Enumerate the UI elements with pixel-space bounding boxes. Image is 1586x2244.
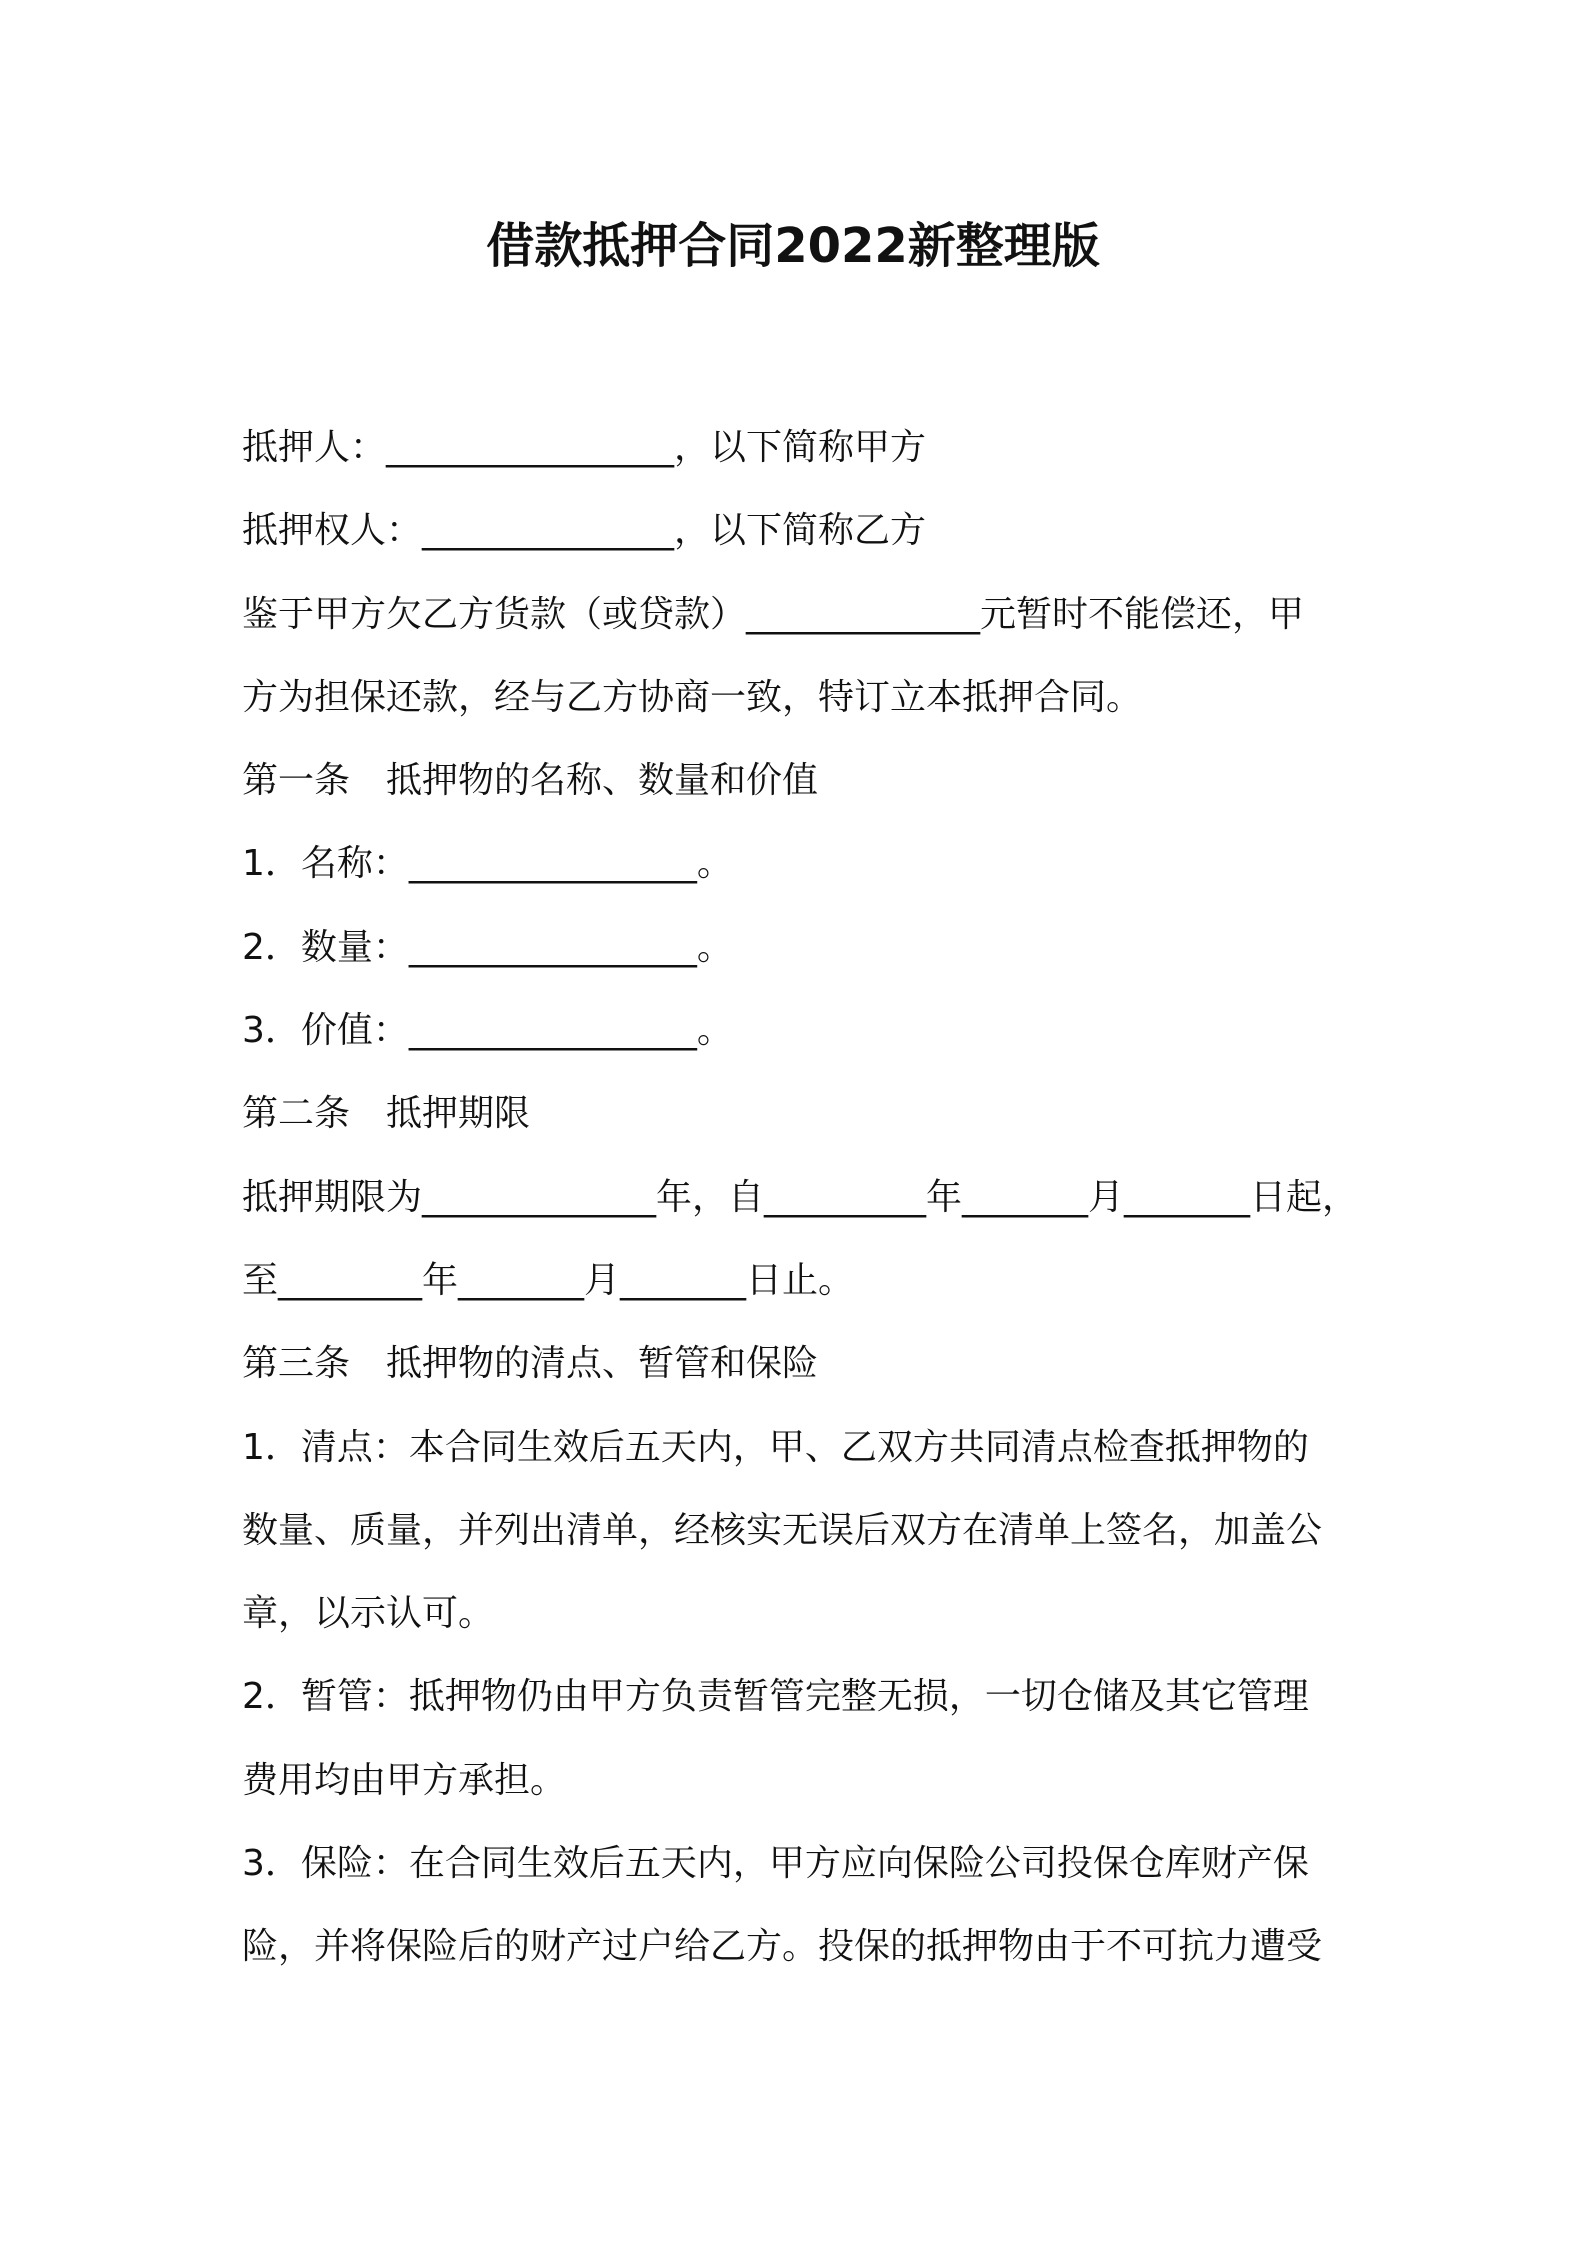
insurance-line-2: 险，并将保险后的财产过户给乙方。投保的抵押物由于不可抗力遭受 (242, 1926, 1323, 1968)
insurance-line-1: 3．保险：在合同生效后五天内，甲方应向保险公司投保仓库财产保 (242, 1843, 1309, 1885)
article-1-heading: 第一条 抵押物的名称、数量和价值 (242, 760, 819, 802)
party-a-line: 抵押人：________________，以下简称甲方 (242, 427, 927, 468)
party-b-line: 抵押权人：______________，以下简称乙方 (242, 510, 927, 552)
inventory-line-1: 1．清点：本合同生效后五天内，甲、乙双方共同清点检查抵押物的 (242, 1426, 1309, 1468)
preamble-line-1: 鉴于甲方欠乙方货款（或贷款）_____________元暂时不能偿还，甲 (242, 593, 1305, 635)
document-title: 借款抵押合同2022新整理版 (486, 218, 1100, 274)
item-quantity-line: 2．数量：________________。 (242, 926, 733, 968)
preamble-line-2: 方为担保还款，经与乙方协商一致，特订立本抵押合同。 (242, 676, 1143, 718)
inventory-line-3: 章，以示认可。 (242, 1593, 495, 1635)
article-3-heading: 第三条 抵押物的清点、暂管和保险 (242, 1343, 819, 1385)
term-line-1: 抵押期限为_____________年，自_________年_______月_______日起， (242, 1176, 1359, 1218)
article-2-heading: 第二条 抵押期限 (242, 1093, 531, 1135)
inventory-line-2: 数量、质量，并列出清单，经核实无误后双方在清单上签名，加盖公 (242, 1509, 1323, 1551)
item-name-line: 1．名称：________________。 (242, 843, 733, 885)
term-line-2: 至________年_______月_______日止。 (242, 1259, 855, 1301)
document-body (242, 406, 1382, 1989)
item-value-line: 3．价值：________________。 (242, 1010, 733, 1052)
custody-line-2: 费用均由甲方承担。 (242, 1759, 567, 1801)
custody-line-1: 2．暂管：抵押物仍由甲方负责暂管完整无损，一切仓储及其它管理 (242, 1676, 1309, 1718)
